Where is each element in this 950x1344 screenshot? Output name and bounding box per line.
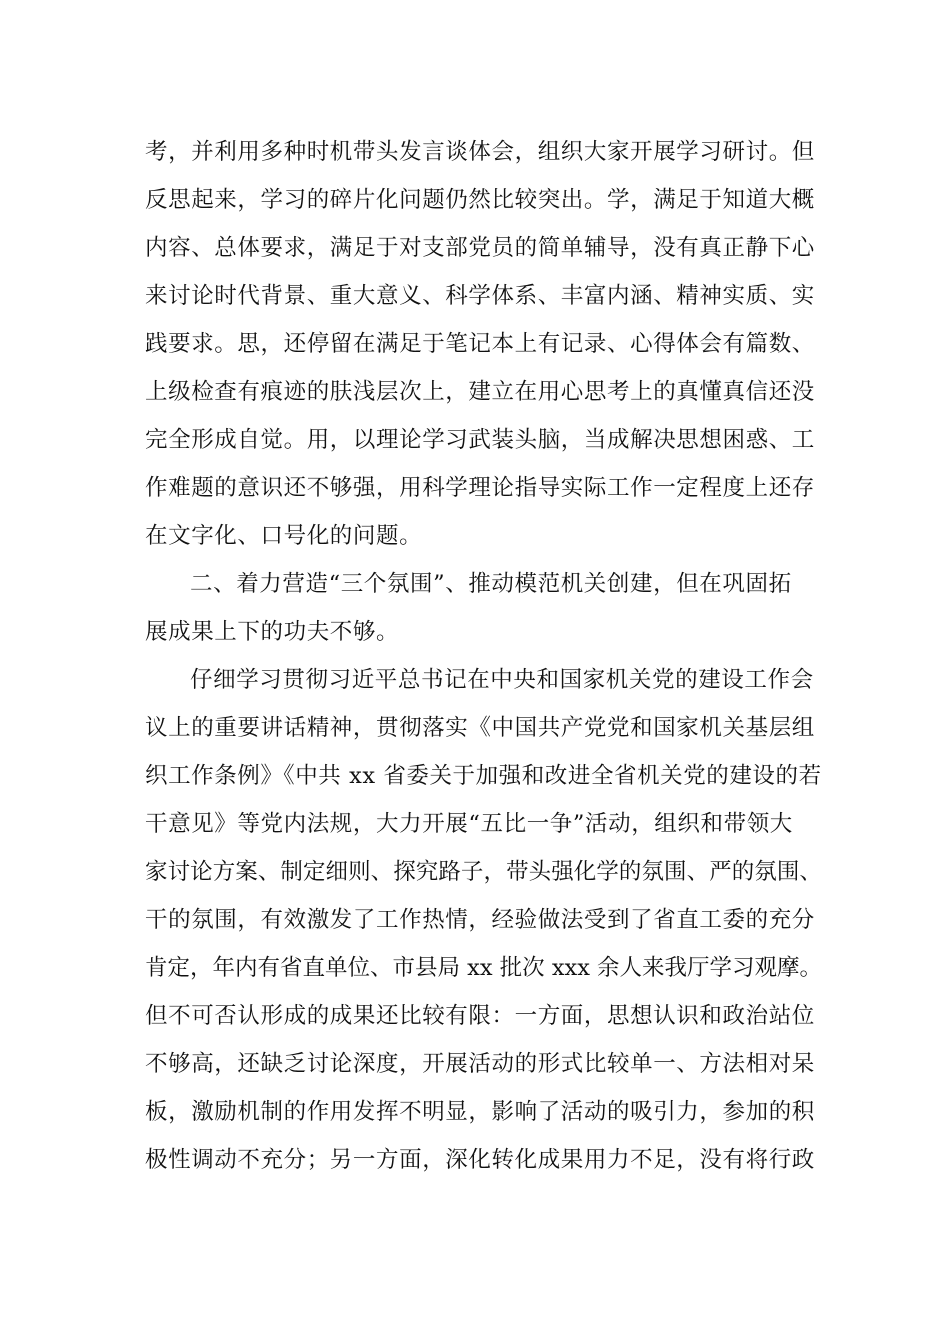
body-text-line: 不够高，还缺乏讨论深度，开展活动的形式比较单一、方法相对呆 <box>145 1051 815 1077</box>
section-heading: 二、着力营造“三个氛围”、推动模范机关创建，但在巩固拓 <box>190 571 792 597</box>
body-text-line: 但不可否认形成的成果还比较有限：一方面，思想认识和政治站位 <box>145 1003 815 1029</box>
body-text-line: 仔细学习贯彻习近平总书记在中央和国家机关党的建设工作会 <box>190 667 814 693</box>
body-text-line: 肯定，年内有省直单位、市县局 xx 批次 xxx 余人来我厅学习观摩。 <box>145 955 823 981</box>
body-text-line: 考，并利用多种时机带头发言谈体会，组织大家开展学习研讨。但 <box>145 139 815 165</box>
body-text-line: 家讨论方案、制定细则、探究路子，带头强化学的氛围、严的氛围、 <box>145 859 823 885</box>
body-text-line: 作难题的意识还不够强，用科学理论指导实际工作一定程度上还存 <box>145 475 815 501</box>
body-text-line: 来讨论时代背景、重大意义、科学体系、丰富内涵、精神实质、实 <box>145 283 815 309</box>
section-heading: 展成果上下的功夫不够。 <box>145 619 400 645</box>
body-text-line: 极性调动不充分；另一方面，深化转化成果用力不足，没有将行政 <box>145 1147 815 1173</box>
body-text-line: 在文字化、口号化的问题。 <box>145 523 423 549</box>
body-text-line: 反思起来，学习的碎片化问题仍然比较突出。学，满足于知道大概 <box>145 187 815 213</box>
body-text-line: 干意见》等党内法规，大力开展“五比一争”活动，组织和带领大 <box>145 811 793 837</box>
body-text-line: 上级检查有痕迹的肤浅层次上，建立在用心思考上的真懂真信还没 <box>145 379 815 405</box>
body-text-line: 议上的重要讲话精神，贯彻落实《中国共产党党和国家机关基层组 <box>145 715 815 741</box>
body-text-line: 践要求。思，还停留在满足于笔记本上有记录、心得体会有篇数、 <box>145 331 815 357</box>
body-text-line: 板，激励机制的作用发挥不明显，影响了活动的吸引力，参加的积 <box>145 1099 815 1125</box>
body-text-line: 完全形成自觉。用，以理论学习武装头脑，当成解决思想困惑、工 <box>145 427 815 453</box>
body-text-line: 干的氛围，有效激发了工作热情，经验做法受到了省直工委的充分 <box>145 907 815 933</box>
body-text-line: 内容、总体要求，满足于对支部党员的简单辅导，没有真正静下心 <box>145 235 815 261</box>
body-text-line: 织工作条例》《中共 xx 省委关于加强和改进全省机关党的建设的若 <box>145 763 822 789</box>
